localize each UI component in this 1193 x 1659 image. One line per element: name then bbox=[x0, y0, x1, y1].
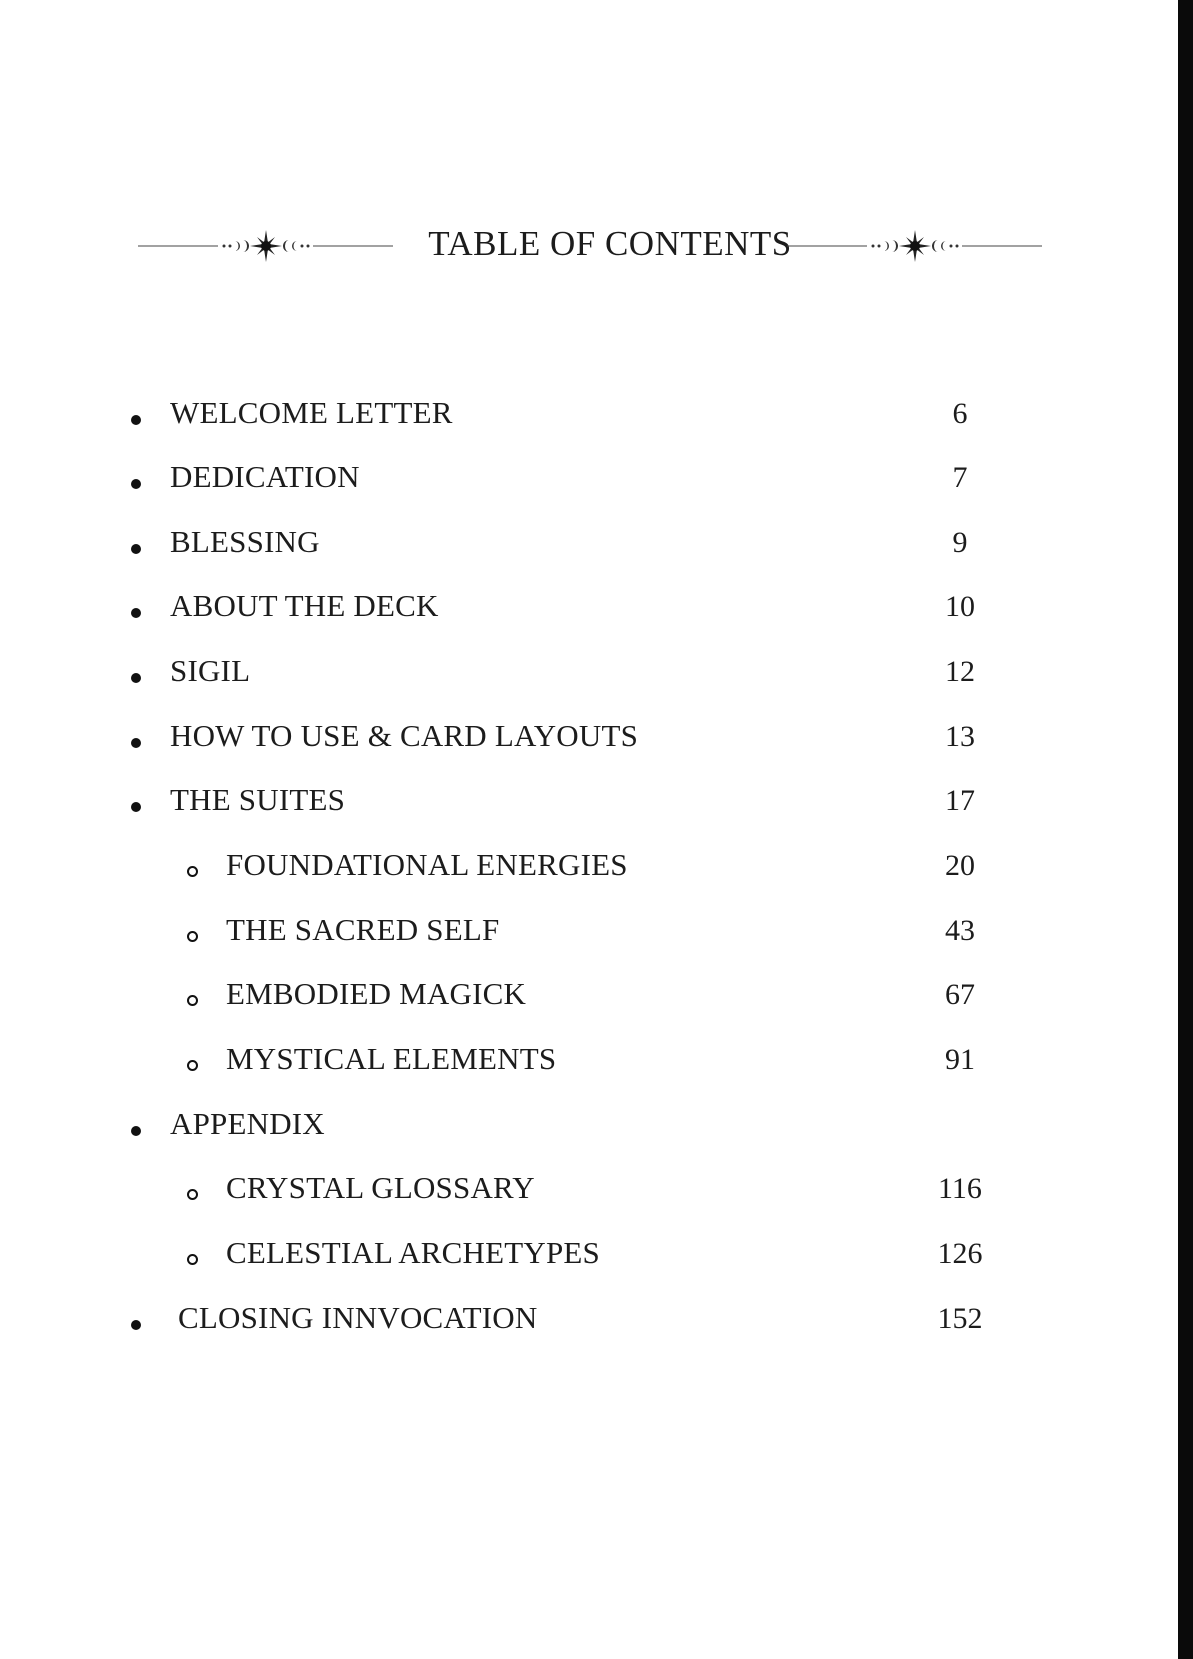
filled-disc-bullet-icon bbox=[131, 479, 141, 489]
toc-entry-label: MYSTICAL ELEMENTS bbox=[226, 1041, 557, 1076]
filled-disc-bullet-icon bbox=[131, 1126, 141, 1136]
toc-subentry-celestial-archetypes[interactable] bbox=[0, 1233, 1193, 1283]
filled-disc-bullet-icon bbox=[131, 738, 141, 748]
toc-page-number: 20 bbox=[945, 849, 975, 882]
toc-entry-label: CLOSING INNVOCATION bbox=[178, 1300, 538, 1335]
toc-entry-label: CELESTIAL ARCHETYPES bbox=[226, 1235, 601, 1270]
toc-entry-label: BLESSING bbox=[170, 524, 320, 559]
toc-page-number: 91 bbox=[945, 1043, 975, 1076]
filled-disc-bullet-icon bbox=[131, 608, 141, 618]
toc-page-number: 17 bbox=[945, 784, 975, 817]
toc-page-number: 13 bbox=[945, 720, 975, 753]
toc-page-number: 126 bbox=[937, 1237, 983, 1270]
toc-subentry-crystal-glossary[interactable] bbox=[0, 1168, 1193, 1218]
toc-entry-appendix[interactable] bbox=[0, 1104, 1193, 1154]
toc-entry-about-the-deck[interactable] bbox=[0, 586, 1193, 636]
toc-page-number: 10 bbox=[945, 590, 975, 623]
toc-subentry-mystical-elements[interactable] bbox=[0, 1039, 1193, 1089]
toc-entry-label: SIGIL bbox=[170, 653, 251, 688]
hollow-circle-bullet-icon bbox=[187, 931, 198, 942]
toc-entry-label: DEDICATION bbox=[170, 459, 360, 494]
toc-page-number: 43 bbox=[945, 914, 975, 947]
hollow-circle-bullet-icon bbox=[187, 995, 198, 1006]
toc-subentry-the-sacred-self[interactable] bbox=[0, 910, 1193, 960]
filled-disc-bullet-icon bbox=[131, 802, 141, 812]
toc-entry-sigil[interactable] bbox=[0, 651, 1193, 701]
toc-subentry-foundational-energies[interactable] bbox=[0, 845, 1193, 895]
hollow-circle-bullet-icon bbox=[187, 1060, 198, 1071]
toc-entry-label: APPENDIX bbox=[170, 1106, 325, 1141]
page-title: TABLE OF CONTENTS bbox=[428, 224, 792, 263]
toc-entry-label: ABOUT THE DECK bbox=[170, 588, 439, 623]
toc-entry-dedication[interactable] bbox=[0, 457, 1193, 507]
toc-page-number: 12 bbox=[945, 655, 975, 688]
filled-disc-bullet-icon bbox=[131, 415, 141, 425]
filled-disc-bullet-icon bbox=[131, 673, 141, 683]
toc-entry-blessing[interactable] bbox=[0, 522, 1193, 572]
toc-entry-how-to-use[interactable] bbox=[0, 716, 1193, 766]
toc-entry-label: THE SACRED SELF bbox=[226, 912, 500, 947]
toc-entry-label: HOW TO USE & CARD LAYOUTS bbox=[170, 718, 639, 753]
toc-page-number: 7 bbox=[952, 461, 968, 494]
toc-page-number: 67 bbox=[945, 978, 975, 1011]
toc-entry-label: CRYSTAL GLOSSARY bbox=[226, 1170, 535, 1205]
toc-page-number: 152 bbox=[937, 1302, 983, 1335]
toc-entry-welcome-letter[interactable] bbox=[0, 393, 1193, 443]
toc-page-number: 116 bbox=[938, 1172, 982, 1205]
hollow-circle-bullet-icon bbox=[187, 866, 198, 877]
toc-page-number: 6 bbox=[952, 397, 968, 430]
hollow-circle-bullet-icon bbox=[187, 1189, 198, 1200]
toc-subentry-embodied-magick[interactable] bbox=[0, 974, 1193, 1024]
filled-disc-bullet-icon bbox=[131, 544, 141, 554]
toc-page-number: 9 bbox=[952, 526, 968, 559]
toc-entry-label: WELCOME LETTER bbox=[170, 395, 453, 430]
filled-disc-bullet-icon bbox=[131, 1320, 141, 1330]
toc-entry-the-suites[interactable] bbox=[0, 780, 1193, 830]
hollow-circle-bullet-icon bbox=[187, 1254, 198, 1265]
toc-entry-label: EMBODIED MAGICK bbox=[226, 976, 527, 1011]
toc-entry-label: FOUNDATIONAL ENERGIES bbox=[226, 847, 628, 882]
toc-entry-closing-invocation[interactable] bbox=[0, 1298, 1193, 1348]
toc-entry-label: THE SUITES bbox=[170, 782, 346, 817]
